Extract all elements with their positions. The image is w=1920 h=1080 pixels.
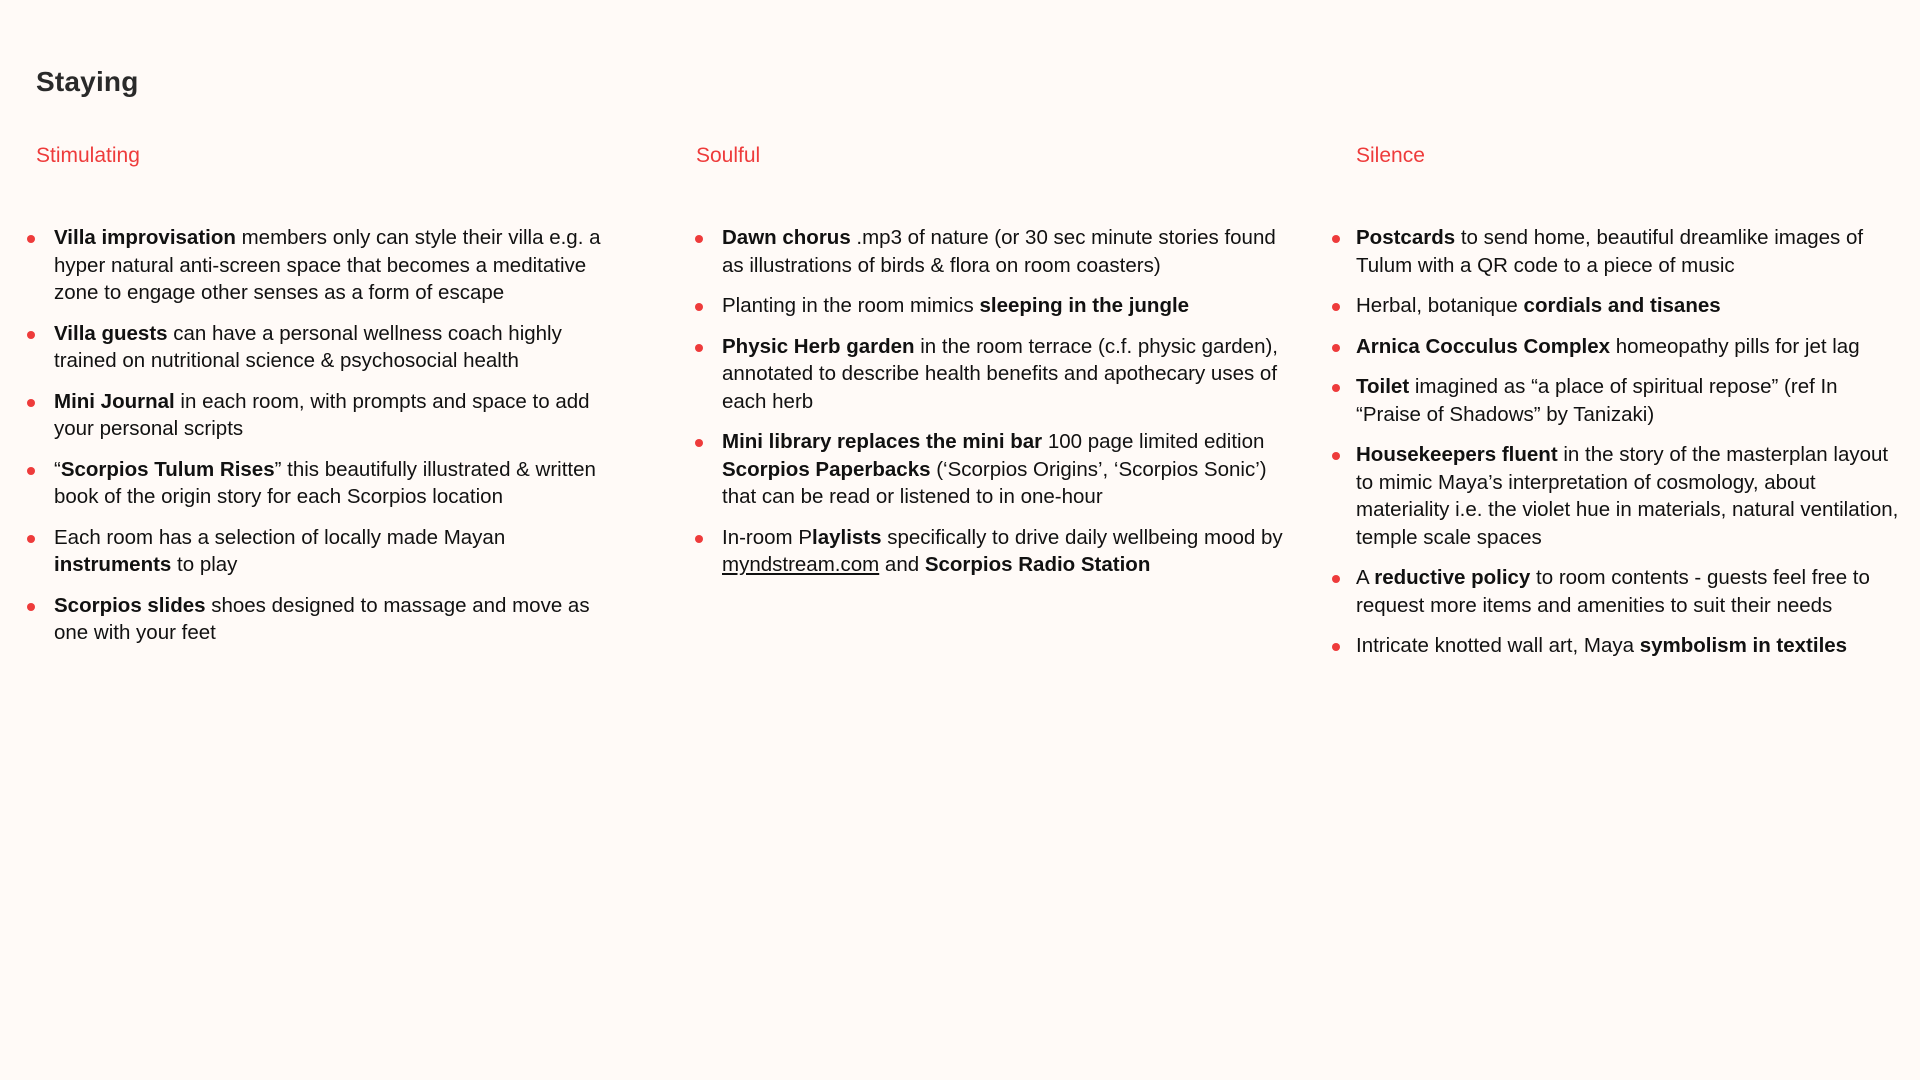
list-item: Postcards to send home, beautiful dreamlike images of Tulum with a QR code to a piece of music bbox=[1356, 224, 1906, 279]
list-item: Physic Herb garden in the room terrace (c.f. physic garden), annotated to describe health benefits and apothecary uses of each herb bbox=[696, 333, 1286, 416]
list-item: Intricate knotted wall art, Maya symbolism in textiles bbox=[1356, 632, 1906, 660]
list-item: Mini Journal in each room, with prompts and space to add your personal scripts bbox=[36, 388, 621, 443]
column-heading: Silence bbox=[1356, 144, 1425, 167]
myndstream-link[interactable]: myndstream.com bbox=[722, 553, 880, 576]
list-item: In-room Playlists specifically to drive daily wellbeing mood by myndstream.com and Scorpios Radio Station bbox=[696, 524, 1286, 579]
bullet-list bbox=[696, 224, 1286, 579]
list-item: Herbal, botanique cordials and tisanes bbox=[1356, 292, 1906, 320]
list-item: A reductive policy to room contents - guests feel free to request more items and amenities to suit their needs bbox=[1356, 564, 1906, 619]
list-item: Planting in the room mimics sleeping in the jungle bbox=[696, 292, 1286, 320]
list-item: Arnica Cocculus Complex homeopathy pills for jet lag bbox=[1356, 333, 1906, 361]
column-heading: Soulful bbox=[696, 144, 761, 167]
bullet-list bbox=[36, 224, 621, 647]
list-item: Villa improvisation members only can style their villa e.g. a hyper natural anti-screen space that becomes a meditative zone to engage other senses as a form of escape bbox=[36, 224, 621, 307]
list-item: Dawn chorus .mp3 of nature (or 30 sec minute stories found as illustrations of birds & flora on room coasters) bbox=[696, 224, 1286, 279]
column-stimulating bbox=[36, 144, 621, 660]
list-item: Mini library replaces the mini bar 100 page limited edition Scorpios Paperbacks (‘Scorpios Origins’, ‘Scorpios Sonic’) that can be read or listened to in one-hour bbox=[696, 428, 1286, 511]
list-item: Housekeepers fluent in the story of the masterplan layout to mimic Maya’s interpretation of cosmology, about materiality i.e. the violet hue in materials, natural ventilation, temple scale spaces bbox=[1356, 441, 1906, 551]
list-item: “Scorpios Tulum Rises” this beautifully illustrated & written book of the origin story for each Scorpios location bbox=[36, 456, 621, 511]
list-item: Scorpios slides shoes designed to massage and move as one with your feet bbox=[36, 592, 621, 647]
column-silence bbox=[1356, 144, 1906, 673]
list-item: Each room has a selection of locally made Mayan instruments to play bbox=[36, 524, 621, 579]
column-soulful bbox=[696, 144, 1286, 592]
list-item: Toilet imagined as “a place of spiritual repose” (ref In “Praise of Shadows” by Tanizaki) bbox=[1356, 373, 1906, 428]
list-item: Villa guests can have a personal wellness coach highly trained on nutritional science & psychosocial health bbox=[36, 320, 621, 375]
bullet-list bbox=[1356, 224, 1906, 660]
page-title: Staying bbox=[36, 66, 139, 97]
column-heading: Stimulating bbox=[36, 144, 140, 167]
